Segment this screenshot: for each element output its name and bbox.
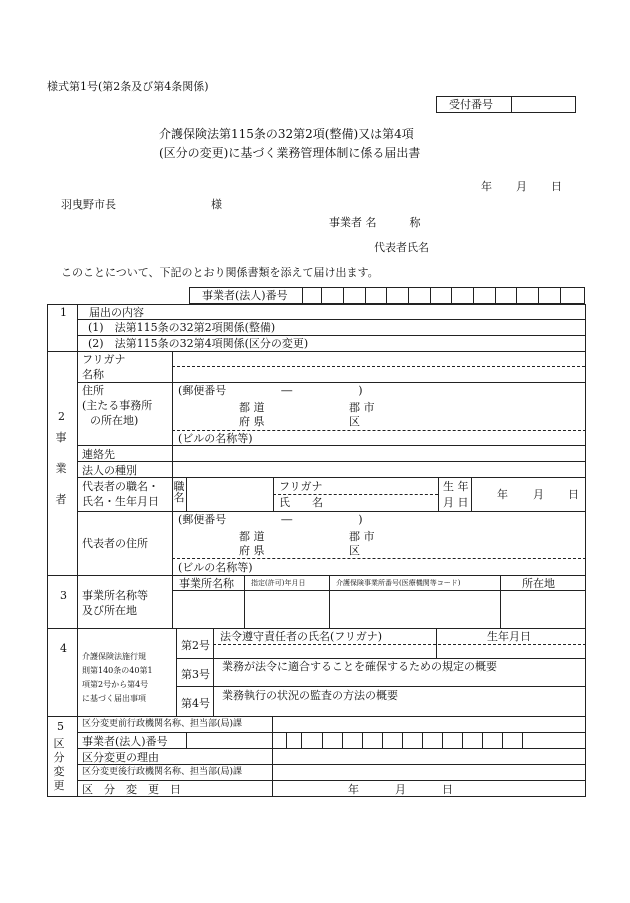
birth-day: 日 bbox=[568, 488, 579, 501]
intro-text: このことについて、下記のとおり関係書類を添えて届け出ます。 bbox=[61, 266, 379, 279]
title-line1: 介護保険法第115条の32第2項(整備)又は第4項 bbox=[159, 127, 414, 141]
corp-type-label: 法人の種別 bbox=[82, 464, 137, 477]
section4-num: 4 bbox=[60, 642, 67, 655]
section5-num: 5 bbox=[57, 720, 64, 733]
section4-label3: 項第2号から第4号 bbox=[82, 680, 149, 689]
change-day: 日 bbox=[442, 783, 453, 796]
section5-row2: 事業者(法人)番号 bbox=[82, 735, 168, 748]
section4-no4-text: 業務執行の状況の監査の方法の概要 bbox=[222, 689, 398, 702]
pref-top: 都 道 bbox=[239, 401, 265, 414]
address-sub2: の所在地) bbox=[90, 414, 139, 427]
birth-month: 月 bbox=[533, 488, 544, 501]
rep-city-top: 郡 市 bbox=[349, 530, 375, 543]
section4-label2: 則第140条の40第1 bbox=[82, 666, 153, 675]
rep-city-bottom: 区 bbox=[349, 544, 360, 557]
rep-building-label: (ビルの名称等) bbox=[178, 561, 253, 574]
date-month: 月 bbox=[516, 180, 527, 193]
job-title-label: 職名 bbox=[173, 480, 185, 504]
city-top: 郡 市 bbox=[349, 401, 375, 414]
date-day: 日 bbox=[551, 180, 562, 193]
section5-row1: 区分変更前行政機関名称、担当部(局)課 bbox=[82, 719, 243, 729]
form-id: 様式第1号(第2条及び第4条関係) bbox=[47, 80, 209, 93]
section4-no2-birth: 生年月日 bbox=[487, 630, 531, 643]
business-name-label: 事業者 名 称 bbox=[329, 216, 421, 229]
honorific: 様 bbox=[211, 198, 222, 211]
section3-col4: 所在地 bbox=[522, 577, 555, 590]
section5-vertical-label: 区 分 変 更 bbox=[53, 737, 65, 792]
section5-row3: 区分変更の理由 bbox=[82, 751, 159, 764]
section1-num: 1 bbox=[60, 306, 67, 319]
receipt-number-field[interactable] bbox=[512, 97, 575, 112]
rep-label2: 氏名・生年月日 bbox=[82, 495, 159, 508]
city-bottom: 区 bbox=[349, 415, 360, 428]
change-year: 年 bbox=[348, 783, 359, 796]
birth-bottom: 月 日 bbox=[443, 496, 469, 509]
operator-number-label: 事業者(法人)番号 bbox=[202, 289, 288, 302]
section3-label2: 及び所在地 bbox=[82, 604, 137, 617]
rep-pref-bottom: 府 県 bbox=[239, 544, 265, 557]
rep-label1: 代表者の職名・ bbox=[82, 480, 159, 493]
section1-item2[interactable]: (2) 法第115条の32第4項関係(区分の変更) bbox=[88, 337, 309, 350]
section3-col2: 指定(許可)年月日 bbox=[251, 579, 306, 587]
rep-furigana: フリガナ bbox=[279, 480, 323, 493]
section4-label1: 介護保険法施行規 bbox=[82, 652, 146, 661]
section4-no3-text: 業務が法令に適合することを確保するための規定の概要 bbox=[222, 660, 497, 673]
rep-pref-top: 都 道 bbox=[239, 530, 265, 543]
section3-col3: 介護保険事業所番号(医療機関等コード) bbox=[336, 579, 461, 587]
section3-label1: 事業所名称等 bbox=[82, 589, 148, 602]
furigana-label: フリガナ bbox=[82, 353, 126, 366]
addressee: 羽曳野市長 bbox=[61, 198, 116, 211]
name-label: 名称 bbox=[82, 368, 104, 381]
birth-year: 年 bbox=[497, 488, 508, 501]
section2-num: 2 bbox=[58, 410, 65, 423]
section4-no4: 第4号 bbox=[181, 697, 210, 710]
section5-row4: 区分変更後行政機関名称、担当部(局)課 bbox=[82, 767, 243, 777]
rep-postal-code[interactable]: (郵便番号 ― ) bbox=[178, 513, 363, 526]
postal-code[interactable]: (郵便番号 ― ) bbox=[178, 384, 363, 397]
receipt-label: 受付番号 bbox=[449, 98, 493, 111]
section5-row5: 区 分 変 更 日 bbox=[82, 783, 181, 796]
address-sub1: (主たる事務所 bbox=[82, 399, 153, 412]
section1-item1[interactable]: (1) 法第115条の32第2項関係(整備) bbox=[88, 321, 276, 334]
representative-label: 代表者氏名 bbox=[374, 241, 429, 254]
change-month: 月 bbox=[395, 783, 406, 796]
title-line2: (区分の変更)に基づく業務管理体制に係る届出書 bbox=[159, 146, 421, 160]
section3-col1: 事業所名称 bbox=[179, 577, 234, 590]
section3-num: 3 bbox=[60, 589, 67, 602]
section1-title: 届出の内容 bbox=[89, 306, 144, 319]
date-year: 年 bbox=[481, 180, 492, 193]
section4-no3: 第3号 bbox=[181, 668, 210, 681]
building-label: (ビルの名称等) bbox=[178, 432, 253, 445]
birth-top: 生 年 bbox=[443, 480, 469, 493]
address-label: 住所 bbox=[82, 384, 104, 397]
section4-no2: 第2号 bbox=[181, 639, 210, 652]
rep-name: 氏 名 bbox=[279, 496, 323, 509]
section2-vertical-label: 事 業 者 bbox=[55, 431, 67, 506]
section4-no2-text: 法令遵守責任者の氏名(フリガナ) bbox=[220, 630, 383, 643]
rep-address-label: 代表者の住所 bbox=[82, 537, 148, 550]
contact-label: 連絡先 bbox=[82, 448, 115, 461]
section4-label4: に基づく届出事項 bbox=[82, 694, 146, 703]
pref-bottom: 府 県 bbox=[239, 415, 265, 428]
